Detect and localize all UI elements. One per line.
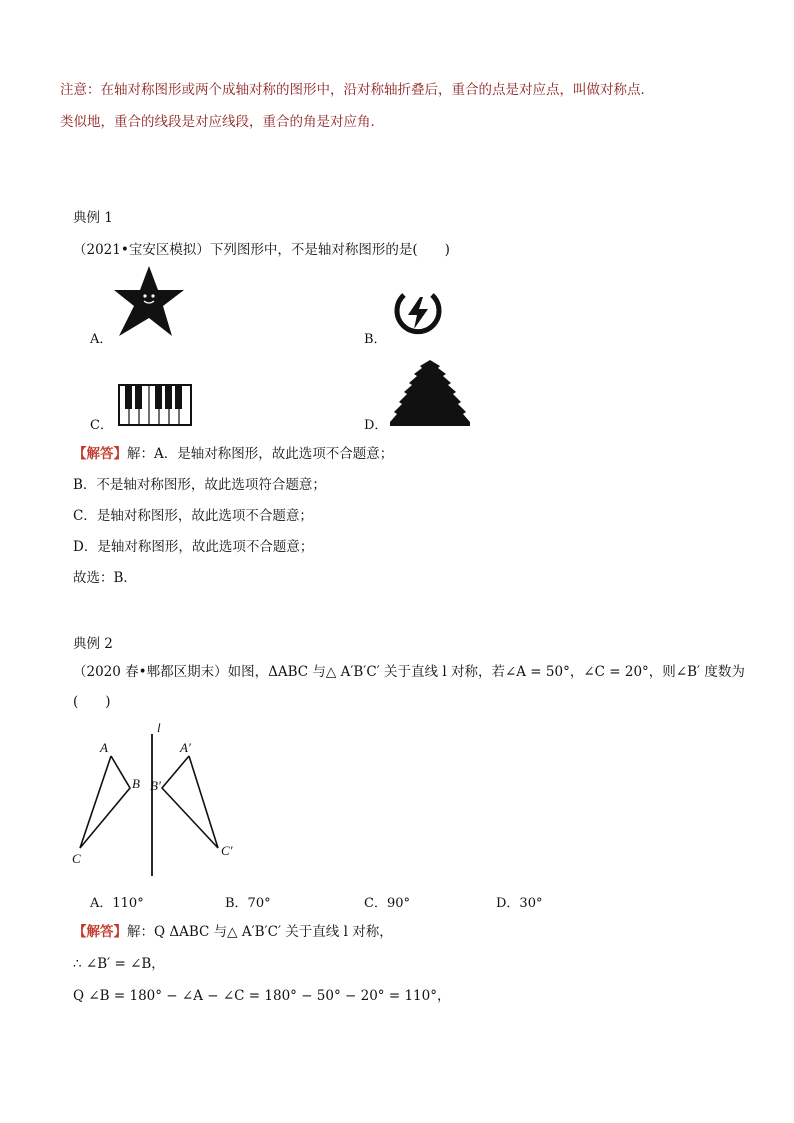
example2-option-a: A．110° (90, 896, 144, 911)
example2-solution-line-2: ∴ ∠B′ = ∠B， (73, 956, 165, 972)
example1-option-b-label: B． (364, 332, 387, 347)
example2-option-b: B．70° (225, 896, 271, 911)
example2-option-c: C．90° (364, 896, 410, 911)
example1-solution-line-2: B．不是轴对称图形，故此选项符合题意； (73, 477, 326, 493)
example1-option-c-label: C． (90, 418, 113, 433)
example2-solution-tag: 【解答】 (73, 924, 127, 940)
vertex-label-c-prime: C′ (221, 843, 233, 858)
example1-option-a-label: A． (90, 332, 113, 347)
example1-question: （2021•宝安区模拟）下列图形中，不是轴对称图形的是( ) (73, 242, 450, 258)
note-line-1: 注意：在轴对称图形或两个成轴对称的图形中，沿对称轴折叠后，重合的点是对应点，叫做对称点． (60, 82, 654, 98)
example2-heading: 典例 2 (73, 636, 113, 652)
example1-option-d-label: D． (364, 418, 388, 433)
smiling-star-icon (114, 266, 184, 338)
note-line-2: 类似地，重合的线段是对应线段，重合的角是对应角． (60, 114, 384, 130)
example2-question-line-2: ( ) (73, 694, 111, 710)
example1-solution-line-4: D．是轴对称图形，故此选项不合题意； (73, 539, 314, 555)
lightning-bolt-circle-icon (390, 288, 446, 338)
example1-solution-line-1: 解：A．是轴对称图形，故此选项不合题意； (127, 446, 394, 462)
vertex-label-a: A (100, 740, 108, 755)
example2-option-d: D．30° (496, 896, 543, 911)
vertex-label-b-prime: B′ (150, 778, 161, 793)
example1-solution-tag: 【解答】 (73, 446, 127, 462)
example2-solution-line-1: 解：Q ΔABC 与△ A′B′C′ 关于直线 l 对称， (127, 924, 393, 940)
example1-solution-line-5: 故选：B． (73, 570, 137, 586)
example1-solution-line-1-wrap (73, 444, 393, 464)
vertex-label-b: B (132, 776, 140, 791)
symmetry-line-label: l (157, 720, 161, 735)
pagoda-tree-icon (390, 360, 470, 426)
example1-heading: 典例 1 (73, 210, 113, 226)
example2-question-line-1: （2020 春•郫都区期末）如图，ΔABC 与△ A′B′C′ 关于直线 l 对称，若∠A = 50°，∠C = 20°，则∠B′ 度数为 (73, 664, 745, 680)
example2-solution-line-3: Q ∠B = 180° − ∠A − ∠C = 180° − 50° − 20° = 110°， (73, 988, 451, 1004)
vertex-label-a-prime: A′ (180, 740, 191, 755)
example2-solution-line-1-wrap (73, 922, 393, 942)
vertex-label-c: C (72, 851, 81, 866)
example1-solution-line-3: C．是轴对称图形，故此选项不合题意； (73, 508, 313, 524)
piano-keys-icon (118, 384, 192, 426)
